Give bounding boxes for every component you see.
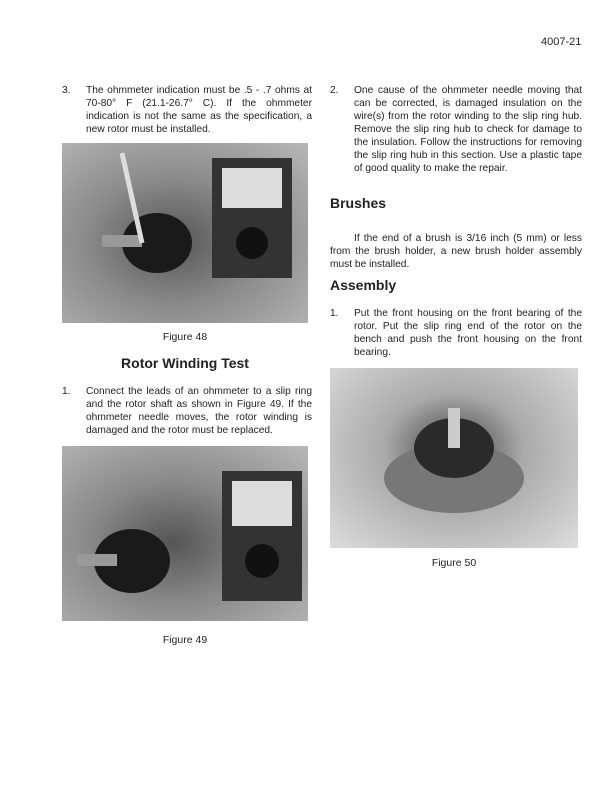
page-number: 4007-21	[541, 36, 582, 48]
step-text: Put the front housing on the front bearing of the rotor. Put the slip ring end of the rotor on the bench and push the front housing on the front bearing.	[354, 308, 582, 358]
brushes-text: If the end of a brush is 3/16 inch (5 mm) or less from the brush holder, a new brush holder assembly must be installed.	[330, 233, 582, 270]
assembly-step-1	[330, 307, 582, 359]
step-number: 3.	[62, 85, 71, 96]
section-title-brushes: Brushes	[330, 195, 387, 211]
step-2	[330, 84, 582, 175]
rotor-winding-step-1	[62, 385, 312, 437]
section-title-rotor-winding-test: Rotor Winding Test	[121, 355, 249, 371]
step-text: The ohmmeter indication must be .5 - .7 ohms at 70-80° F (21.1-26.7° C). If the ohmmeter indication is not the same as the specification, a new rotor must be installed.	[86, 85, 312, 135]
section-title-assembly: Assembly	[330, 277, 397, 293]
ohmmeter-rotor-illustration	[62, 143, 308, 323]
step-number: 1.	[62, 386, 71, 397]
figure-48-photo	[62, 143, 308, 323]
figure-50-caption: Figure 50	[431, 557, 477, 569]
step-text: One cause of the ohmmeter needle moving that can be corrected, is damaged insulation on the wire(s) from the rotor winding to the slip ring hub. Remove the slip ring hub to check for damage to the insulation. Follow the instructions for removing the slip ring hub in this section. Use a plastic tape of good quality to make the repair.	[354, 85, 582, 174]
step-3	[62, 84, 312, 136]
step-number: 2.	[330, 85, 339, 96]
ohmmeter-rotor-illustration	[62, 446, 308, 621]
step-text: Connect the leads of an ohmmeter to a slip ring and the rotor shaft as shown in Figure 49. If the ohmmeter needle moves, the rotor winding is damaged and the rotor must be replaced.	[86, 386, 312, 436]
figure-49-photo	[62, 446, 308, 621]
figure-49-caption: Figure 49	[162, 634, 208, 646]
front-housing-assembly-illustration	[330, 368, 578, 548]
step-number: 1.	[330, 308, 339, 319]
figure-50-photo	[330, 368, 578, 548]
figure-48-caption: Figure 48	[162, 331, 208, 343]
